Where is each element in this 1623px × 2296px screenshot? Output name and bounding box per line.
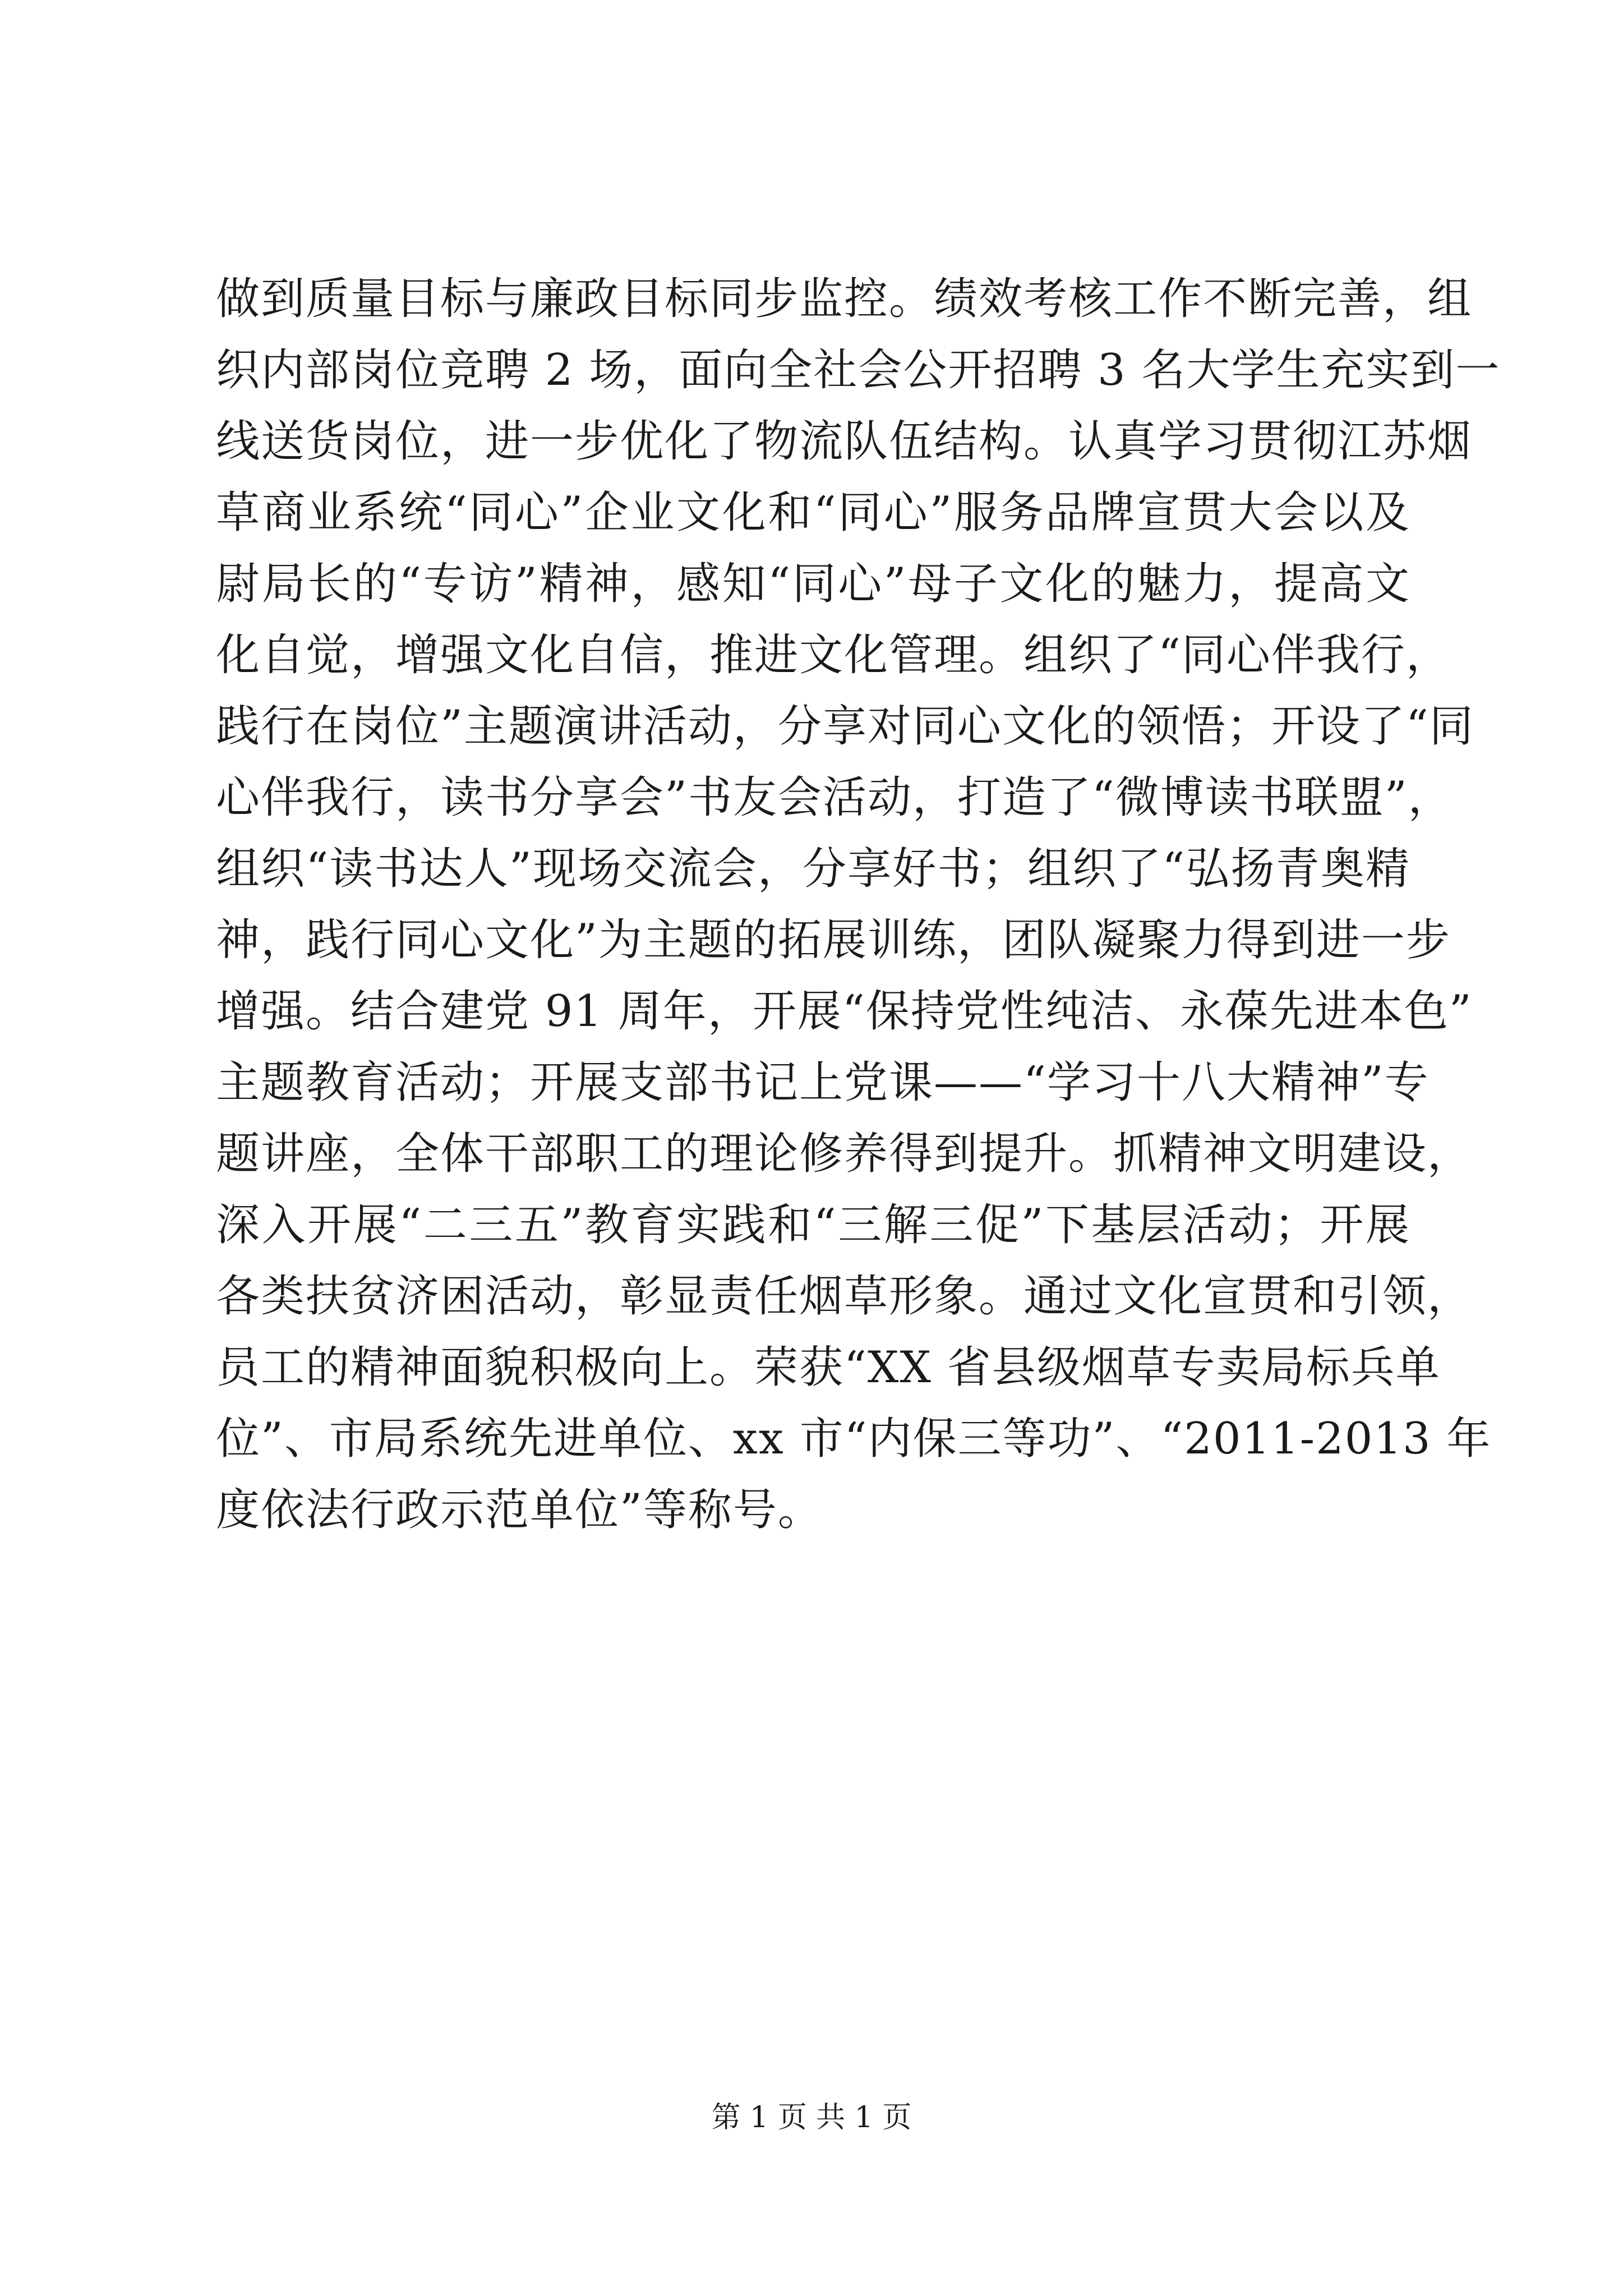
text-line: 位”、市局系统先进单位、xx 市“内保三等功”、“2011-2013 年 bbox=[216, 1414, 1492, 1464]
text-line: 尉局长的“专访”精神，感知“同心”母子文化的魅力，提高文 bbox=[216, 559, 1410, 609]
page-number-label: 第 1 页 共 1 页 bbox=[711, 2101, 912, 2134]
text-line: 主题教育活动；开展支部书记上党课——“学习十八大精神”专 bbox=[216, 1057, 1430, 1108]
text-line: 题讲座，全体干部职工的理论修养得到提升。抓精神文明建设， bbox=[216, 1129, 1473, 1179]
text-line: 践行在岗位”主题演讲活动，分享对同心文化的领悟；开设了“同 bbox=[216, 701, 1474, 752]
body-paragraph bbox=[216, 264, 1501, 1546]
text-line: 度依法行政示范单位”等称号。 bbox=[216, 1485, 823, 1535]
text-line: 增强。结合建党 91 周年，开展“保持党性纯洁、永葆先进本色” bbox=[216, 986, 1473, 1037]
page-footer bbox=[0, 2098, 1623, 2137]
text-line: 心伴我行，读书分享会”书友会活动，打造了“微博读书联盟”， bbox=[216, 772, 1453, 823]
text-line: 草商业系统“同心”企业文化和“同心”服务品牌宣贯大会以及 bbox=[216, 487, 1410, 538]
text-line: 组织“读书达人”现场交流会，分享好书；组织了“弘扬青奥精 bbox=[216, 844, 1410, 894]
text-line: 化自觉，增强文化自信，推进文化管理。组织了“同心伴我行， bbox=[216, 630, 1451, 680]
text-line: 神，践行同心文化”为主题的拓展训练，团队凝聚力得到进一步 bbox=[216, 915, 1451, 965]
text-line: 做到质量目标与廉政目标同步监控。绩效考核工作不断完善，组 bbox=[216, 274, 1473, 324]
text-line: 员工的精神面貌积极向上。荣获“XX 省县级烟草专卖局标兵单 bbox=[216, 1342, 1441, 1393]
text-line: 织内部岗位竞聘 2 场，面向全社会公开招聘 3 名大学生充实到一 bbox=[216, 345, 1501, 395]
text-line: 线送货岗位，进一步优化了物流队伍结构。认真学习贯彻江苏烟 bbox=[216, 416, 1473, 467]
text-line: 各类扶贫济困活动，彰显责任烟草形象。通过文化宣贯和引领， bbox=[216, 1271, 1473, 1322]
text-line: 深入开展“二三五”教育实践和“三解三促”下基层活动；开展 bbox=[216, 1200, 1410, 1250]
